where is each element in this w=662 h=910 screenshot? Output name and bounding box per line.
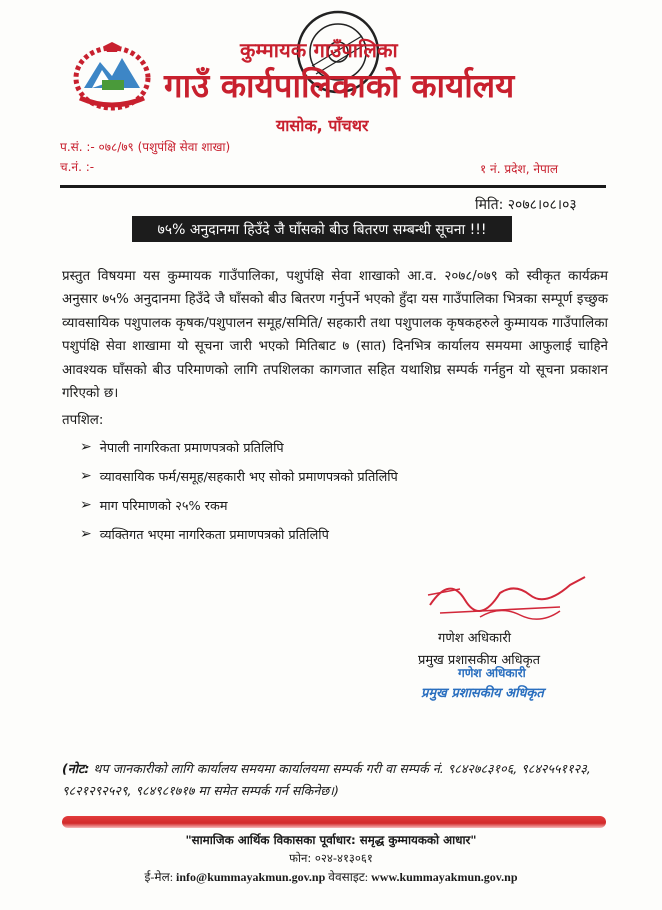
list-item-text: माग परिमाणको २५% रकम [99, 499, 228, 514]
footnote-label: (नोट: [62, 761, 90, 776]
office-location: यासोक, पाँचथर [276, 116, 369, 135]
list-item [80, 525, 329, 543]
email-label: ई-मेल: [144, 870, 174, 884]
notice-date: मिति: २०७८।०८।०३ [475, 197, 577, 213]
website-label: वेवसाइट: [328, 870, 369, 884]
footer-phone: फोन: ०२४-४१३०६१ [289, 851, 373, 865]
website-link[interactable]: www.kummayakmun.gov.np [371, 870, 518, 884]
dispatch-number: च.नं. :- [60, 160, 95, 174]
arrow-bullet-icon: ➢ [80, 468, 92, 484]
arrow-bullet-icon: ➢ [80, 497, 92, 513]
email-address[interactable]: info@kummayakmun.gov.np [176, 870, 326, 884]
signer-title: प्रमुख प्रशासकीय अधिकृत [418, 653, 541, 668]
office-name: गाउँ कार्यपालिकाको कार्यालय [164, 66, 515, 105]
stamp-signer-title: प्रमुख प्रशासकीय अधिकृत [421, 686, 544, 701]
reference-number: प.सं. :- ०७८/७९ (पशुपंक्षि सेवा शाखा) [60, 140, 231, 154]
notice-body: प्रस्तुत विषयमा यस कुम्मायक गाउँपालिका, पशुपंक्षि सेवा शाखाको आ.व. २०७८/०७९ को स्वीकृत कार्यक्रम अनुसार ७५% अनुदानमा हिउँदे जै घाँसको बीउ बितरण गर्नुपर्ने भएको हुँदा यस गाउँपालिका भित्रका सम्पूर्ण इच्छुक व्यावसायिक पशुपालक कृषक/पशुपालन समूह/समिति/ सहकारी तथा पशुपालक कृषकहरुले कुम्मायक गाउँपालिका पशुपंक्षि सेवा शाखामा यो सूचना जारी भएको मितिबाट ७ (सात) दिनभित्र कार्यालय समयमा आफुलाई चाहिने आवश्यक घाँसको बीउ परिमाणको लागि तपशिलका कागजात सहित यथाशिघ्र सम्पर्क गर्नहुन यो सूचना प्रकाशन गरिएको छ। [62, 269, 608, 402]
footnote [62, 758, 608, 802]
list-item-text: नेपाली नागरिकता प्रमाणपत्रको प्रतिलिपि [99, 441, 284, 456]
nepal-emblem-icon [62, 40, 162, 112]
org-name: कुम्मायक गाउँपालिका [240, 38, 398, 62]
stamp-signer-name: गणेश अधिकारी [458, 666, 526, 680]
list-item [80, 467, 398, 485]
signer-name: गणेश अधिकारी [438, 631, 512, 646]
list-item-text: व्यक्तिगत भएमा नागरिकता प्रमाणपत्रको प्रतिलिपि [99, 528, 329, 543]
list-item [80, 496, 227, 514]
arrow-bullet-icon: ➢ [80, 526, 92, 542]
footnote-text: थप जानकारीको लागि कार्यालय समयमा कार्यालयमा सम्पर्क गरी वा सम्पर्क नं. ९८४२७८३१०६, ९८४२५५११२३, ९८२१२९२५२९, ९८४९८१७१७ मा समेत सम्पर्क गर्न सकिनेछ।) [62, 761, 591, 798]
arrow-bullet-icon: ➢ [80, 439, 92, 455]
province-label: १ नं. प्रदेश, नेपाल [480, 162, 559, 176]
subject-text: ७५% अनुदानमा हिउँदे जै घाँसको बीउ बितरण सम्बन्धी सूचना !!! [157, 221, 487, 238]
footer-motto: "सामाजिक आर्थिक विकासका पूर्वाधार: समृद्ध कुम्मायकको आधार" [185, 833, 477, 847]
subject-heading [132, 216, 512, 242]
attachments-label: तपशिल: [62, 413, 104, 428]
header-divider [60, 185, 606, 188]
footer-contacts [0, 868, 662, 885]
list-item-text: व्यावसायिक फर्म/समूह/सहकारी भए सोको प्रमाणपत्रको प्रतिलिपि [99, 470, 398, 485]
signature-icon [420, 565, 590, 625]
list-item [80, 438, 284, 456]
footer-band [62, 816, 606, 828]
